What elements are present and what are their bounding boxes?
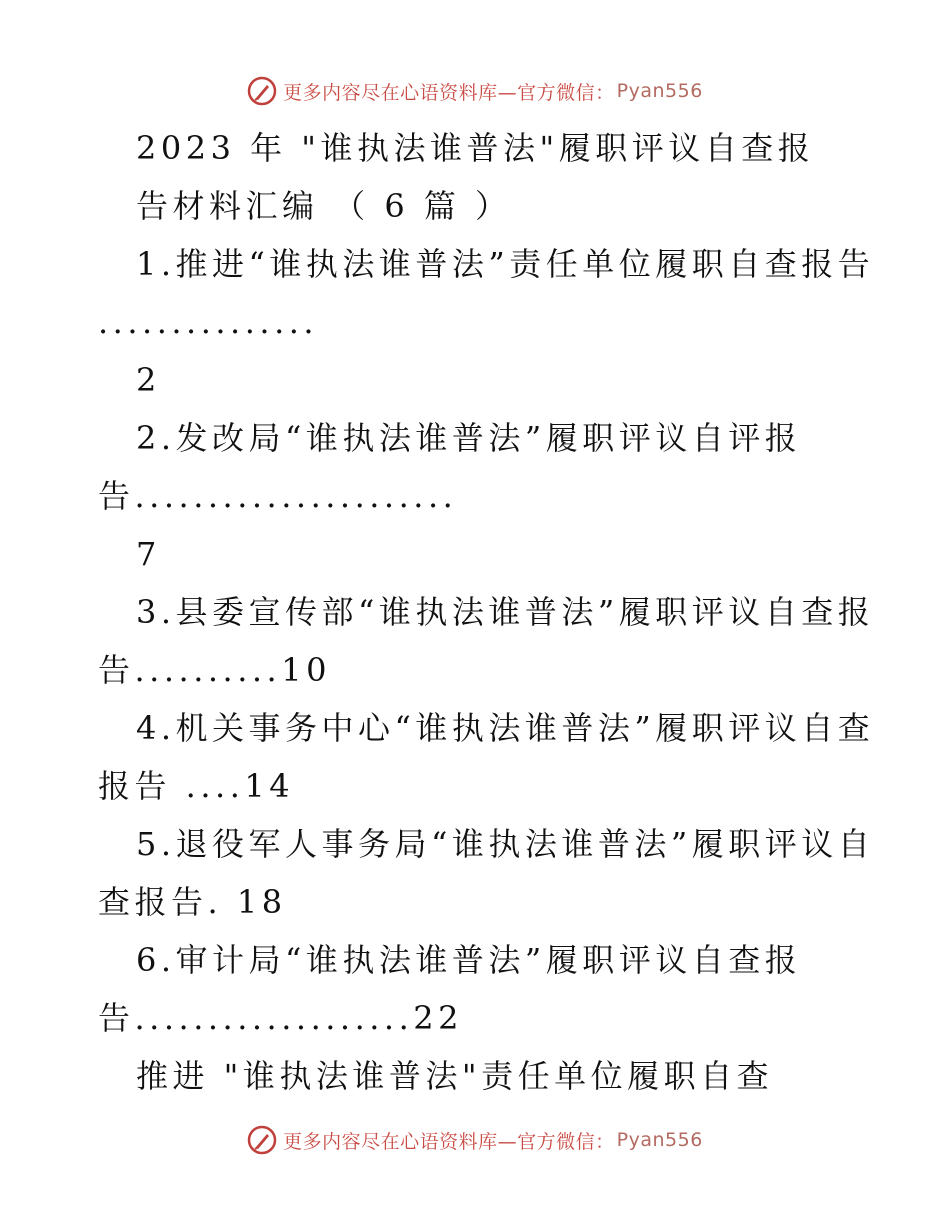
watermark-footer — [0, 1120, 950, 1160]
watermark-wechat-id: Pyan556 — [616, 80, 703, 102]
toc-item-5-leader: 查报告. 18 — [98, 883, 287, 921]
toc-item-4-leader: 报告 ....14 — [98, 767, 295, 805]
toc-item-6-leader: 告...................22 — [98, 999, 463, 1037]
toc-item-2-leader: 告...................... — [98, 477, 458, 515]
toc-item-3-leader: 告..........10 — [98, 651, 331, 689]
toc-item-4-title: 4.机关事务中心“谁执法谁普法”履职评议自查 — [136, 709, 875, 747]
quill-pen-icon — [247, 1125, 277, 1155]
toc-item-1-title: 1.推进“谁执法谁普法”责任单位履职自查报告 — [136, 245, 875, 283]
toc-item-2-page: 7 — [136, 535, 161, 573]
watermark-text: 更多内容尽在心语资料库—官方微信： — [283, 81, 615, 104]
section-heading: 推进 "谁执法谁普法"责任单位履职自查 — [136, 1057, 774, 1095]
watermark-text: 更多内容尽在心语资料库—官方微信： — [283, 1130, 615, 1153]
toc-item-5-title: 5.退役军人事务局“谁执法谁普法”履职评议自 — [136, 825, 875, 863]
toc-item-3-title: 3.县委宣传部“谁执法谁普法”履职评议自查报 — [136, 593, 875, 631]
toc-item-2-title: 2.发改局“谁执法谁普法”履职评议自评报 — [136, 419, 802, 457]
doc-title-line-1: 2023 年 "谁执法谁普法"履职评议自查报 — [136, 129, 815, 167]
doc-title-line-2: 告材料汇编 （ 6 篇 ） — [136, 187, 512, 225]
toc-item-1-page: 2 — [136, 361, 161, 399]
toc-item-6-title: 6.审计局“谁执法谁普法”履职评议自查报 — [136, 941, 802, 979]
toc-item-1-leader: ............... — [98, 303, 319, 341]
watermark-wechat-id: Pyan556 — [616, 1129, 703, 1151]
